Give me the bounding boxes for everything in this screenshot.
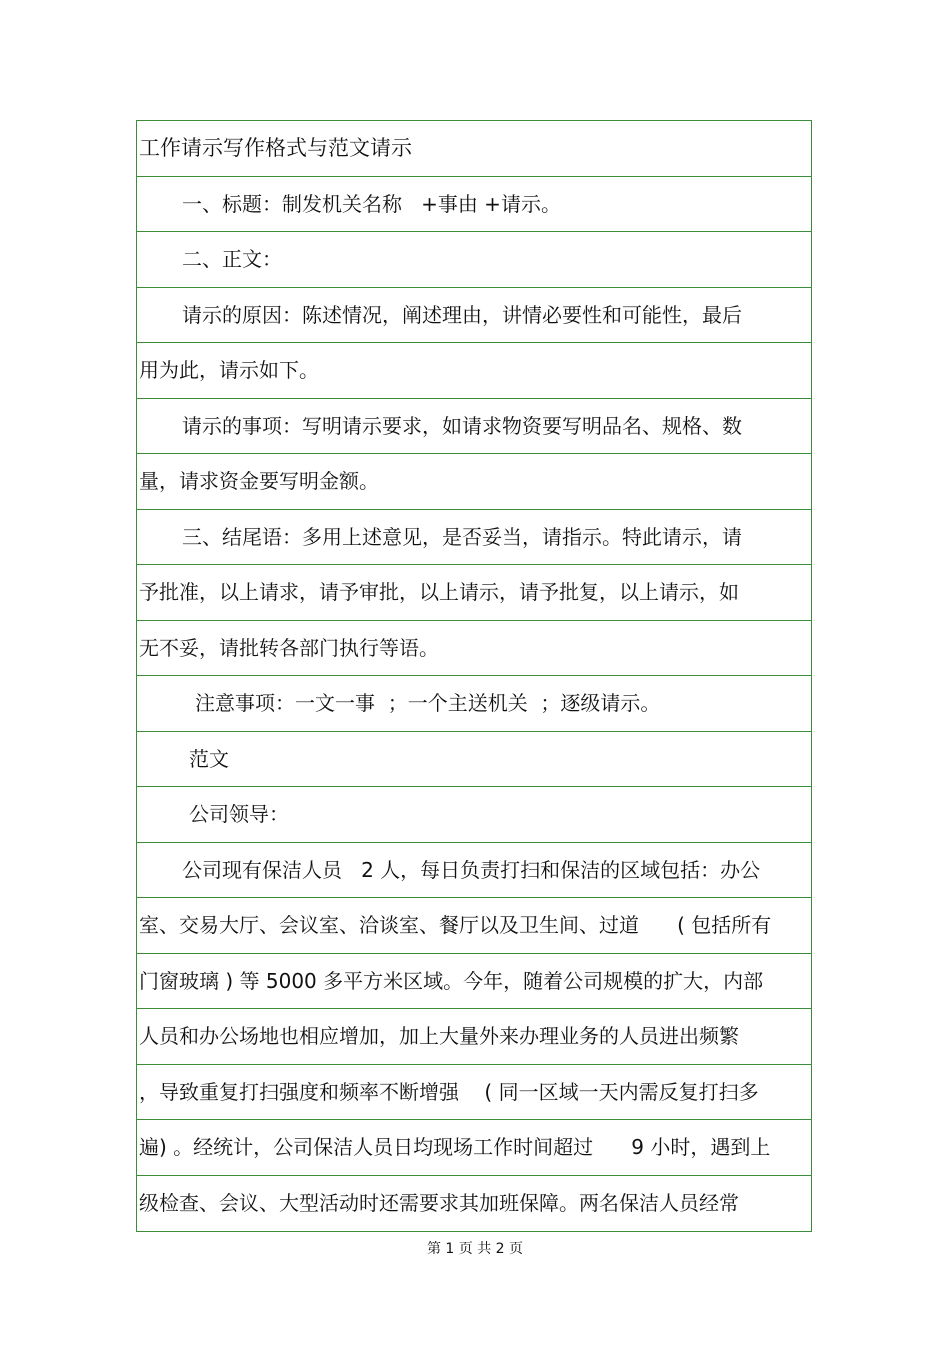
text-row xyxy=(137,954,811,1010)
text-line: 予批准，以上请求，请予审批，以上请示，请予批复，以上请示，如 xyxy=(139,580,739,605)
text-row xyxy=(137,1120,811,1176)
text-line: 请示的事项：写明请示要求，如请求物资要写明品名、规格、数 xyxy=(182,413,742,438)
text-row xyxy=(137,454,811,510)
text-line: 三、结尾语：多用上述意见，是否妥当，请指示。特此请示，请 xyxy=(182,524,742,549)
text-row xyxy=(137,621,811,677)
text-row xyxy=(137,510,811,566)
text-line: 请示的原因：陈述情况，阐述理由，讲情必要性和可能性，最后 xyxy=(182,302,742,327)
text-row xyxy=(137,732,811,788)
text-row xyxy=(137,1176,811,1232)
text-row xyxy=(137,232,811,288)
document-table xyxy=(136,120,812,1232)
text-line: 门窗玻璃 ) 等 5000 多平方米区域。今年，随着公司规模的扩大，内部 xyxy=(139,968,764,993)
text-row xyxy=(137,676,811,732)
document-title: 工作请示写作格式与范文请示 xyxy=(139,135,412,160)
text-line: ，导致重复打扫强度和频率不断增强 ( 同一区域一天内需反复打扫多 xyxy=(139,1079,759,1104)
text-line: 人员和办公场地也相应增加，加上大量外来办理业务的人员进出频繁 xyxy=(139,1024,739,1049)
text-line: 注意事项：一文一事 ；一个主送机关 ；逐级请示。 xyxy=(195,691,661,716)
text-row xyxy=(137,787,811,843)
text-row xyxy=(137,343,811,399)
text-row xyxy=(137,399,811,455)
text-row xyxy=(137,565,811,621)
text-row xyxy=(137,843,811,899)
text-line: 二、正文： xyxy=(182,247,282,272)
text-row xyxy=(137,1065,811,1121)
text-row xyxy=(137,177,811,233)
text-line: 一、标题：制发机关名称 +事由 +请示。 xyxy=(182,191,561,216)
document-title-row xyxy=(137,121,811,177)
page-footer xyxy=(0,1238,950,1258)
text-row xyxy=(137,898,811,954)
text-line: 级检查、会议、大型活动时还需要求其加班保障。两名保洁人员经常 xyxy=(139,1191,739,1216)
page-number-label: 第 1 页 共 2 页 xyxy=(426,1241,524,1257)
text-line: 公司现有保洁人员 2 人，每日负责打扫和保洁的区域包括：办公 xyxy=(182,857,761,882)
text-line: 范文 xyxy=(189,746,229,771)
text-line: 室、交易大厅、会议室、洽谈室、餐厅以及卫生间、过道 ( 包括所有 xyxy=(139,913,772,938)
text-line: 量，请求资金要写明金额。 xyxy=(139,469,379,494)
text-line: 用为此，请示如下。 xyxy=(139,358,319,383)
text-line: 公司领导： xyxy=(189,802,289,827)
text-row xyxy=(137,1009,811,1065)
text-line: 无不妥，请批转各部门执行等语。 xyxy=(139,635,439,660)
text-line: 遍) 。经统计，公司保洁人员日均现场工作时间超过 9 小时，遇到上 xyxy=(139,1135,771,1160)
text-row xyxy=(137,288,811,344)
